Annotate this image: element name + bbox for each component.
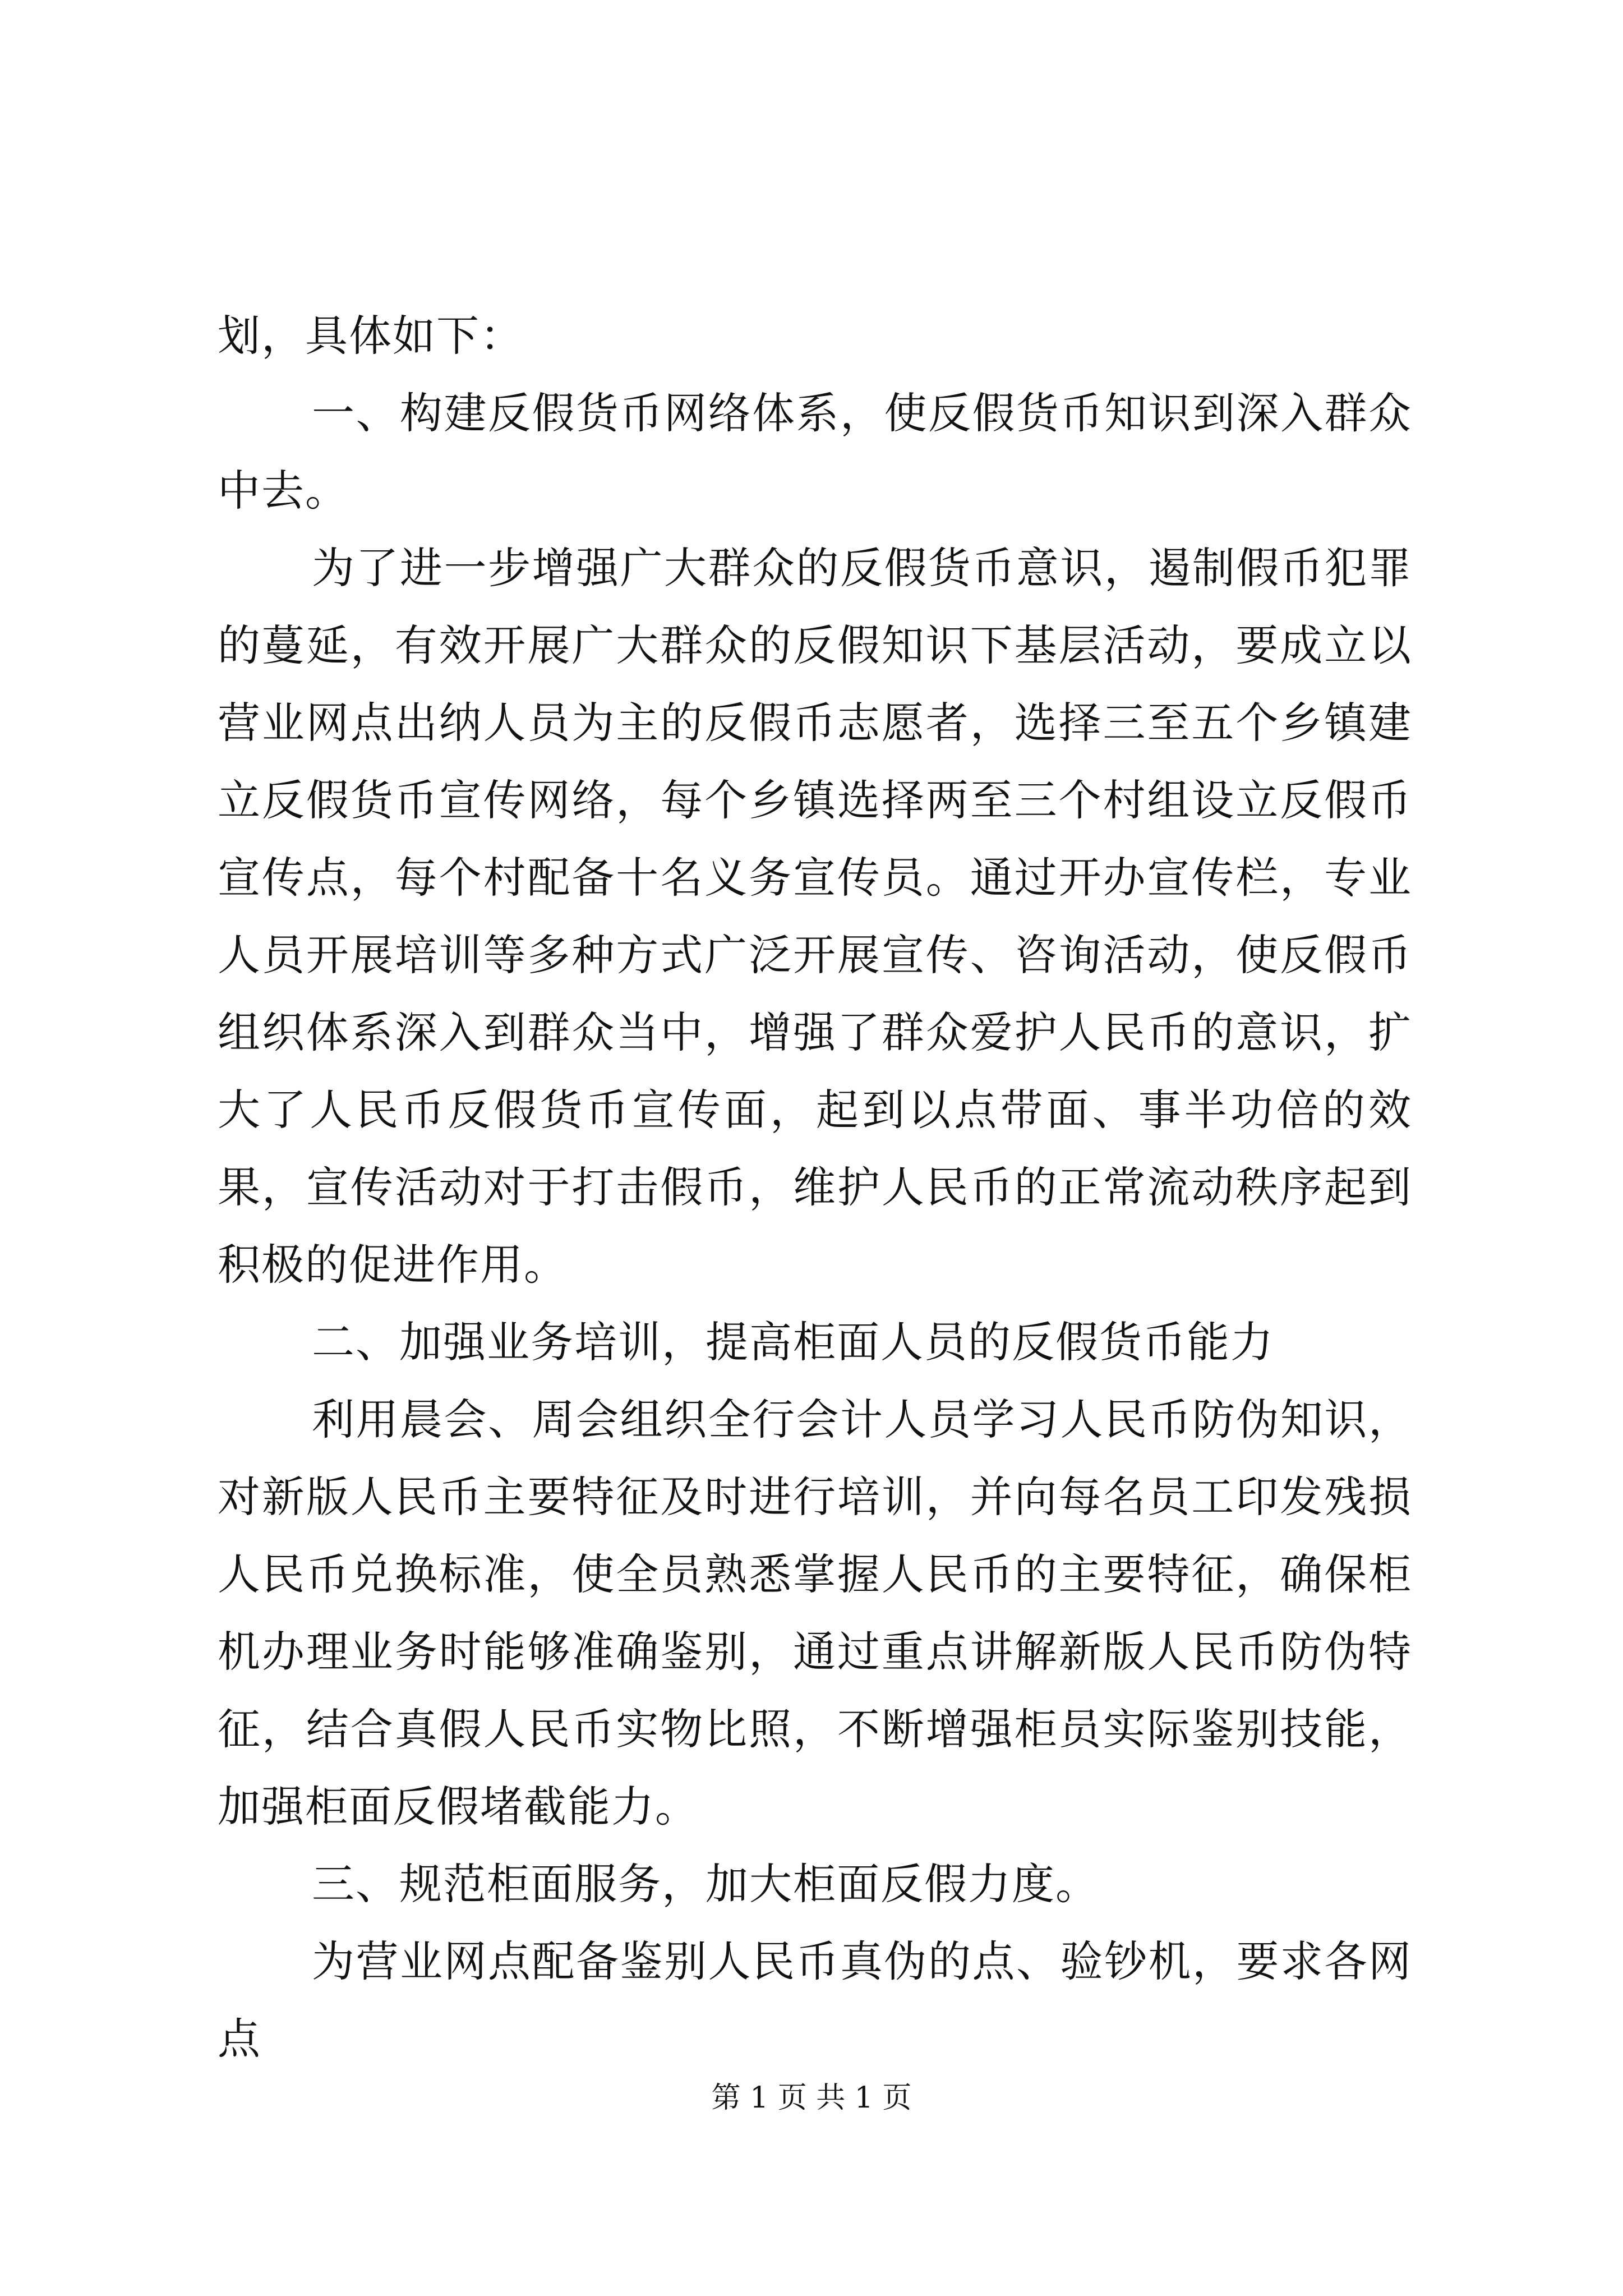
- section-heading-3: 三、规范柜面服务，加大柜面反假力度。: [312, 1859, 1099, 1909]
- paragraph-training: 利用晨会、周会组织全行会计人员学习人民币防伪知识，对新版人民币主要特征及时进行培训，并向每名员工印发残损人民币兑换标准，使全员熟悉掌握人民币的主要特征，确保柜机办理业务时能够准确鉴别，通过重点讲解新版人民币防伪特征，结合真假人民币实物比照，不断增强柜员实际鉴别技能，加强柜面反假堵截能力。: [218, 1395, 1412, 1832]
- paragraph-network: 为了进一步增强广大群众的反假货币意识，遏制假币犯罪的蔓延，有效开展广大群众的反假知识下基层活动，要成立以营业网点出纳人员为主的反假币志愿者，选择三至五个乡镇建立反假货币宣传网络，每个乡镇选择两至三个村组设立反假币宣传点，每个村配备十名义务宣传员。通过开办宣传栏，专业人员开展培训等多种方式广泛开展宣传、咨询活动，使反假币组织体系深入到群众当中，增强了群众爱护人民币的意识，扩大了人民币反假货币宣传面，起到以点带面、事半功倍的效果，宣传活动对于打击假币，维护人民币的正常流动秩序起到积极的促进作用。: [218, 543, 1412, 1290]
- section-heading-1: 一、构建反假货币网络体系，使反假货币知识到深入群众中去。: [218, 388, 1412, 516]
- section-heading-2: 二、加强业务培训，提高柜面人员的反假货币能力: [312, 1317, 1274, 1367]
- paragraph-continuation: 划，具体如下：: [218, 311, 524, 361]
- page-footer: 第 1 页 共 1 页: [711, 2081, 912, 2115]
- document-body: [218, 297, 1412, 2078]
- paragraph-equipment: 为营业网点配备鉴别人民币真伪的点、验钞机，要求各网点: [218, 1936, 1412, 2064]
